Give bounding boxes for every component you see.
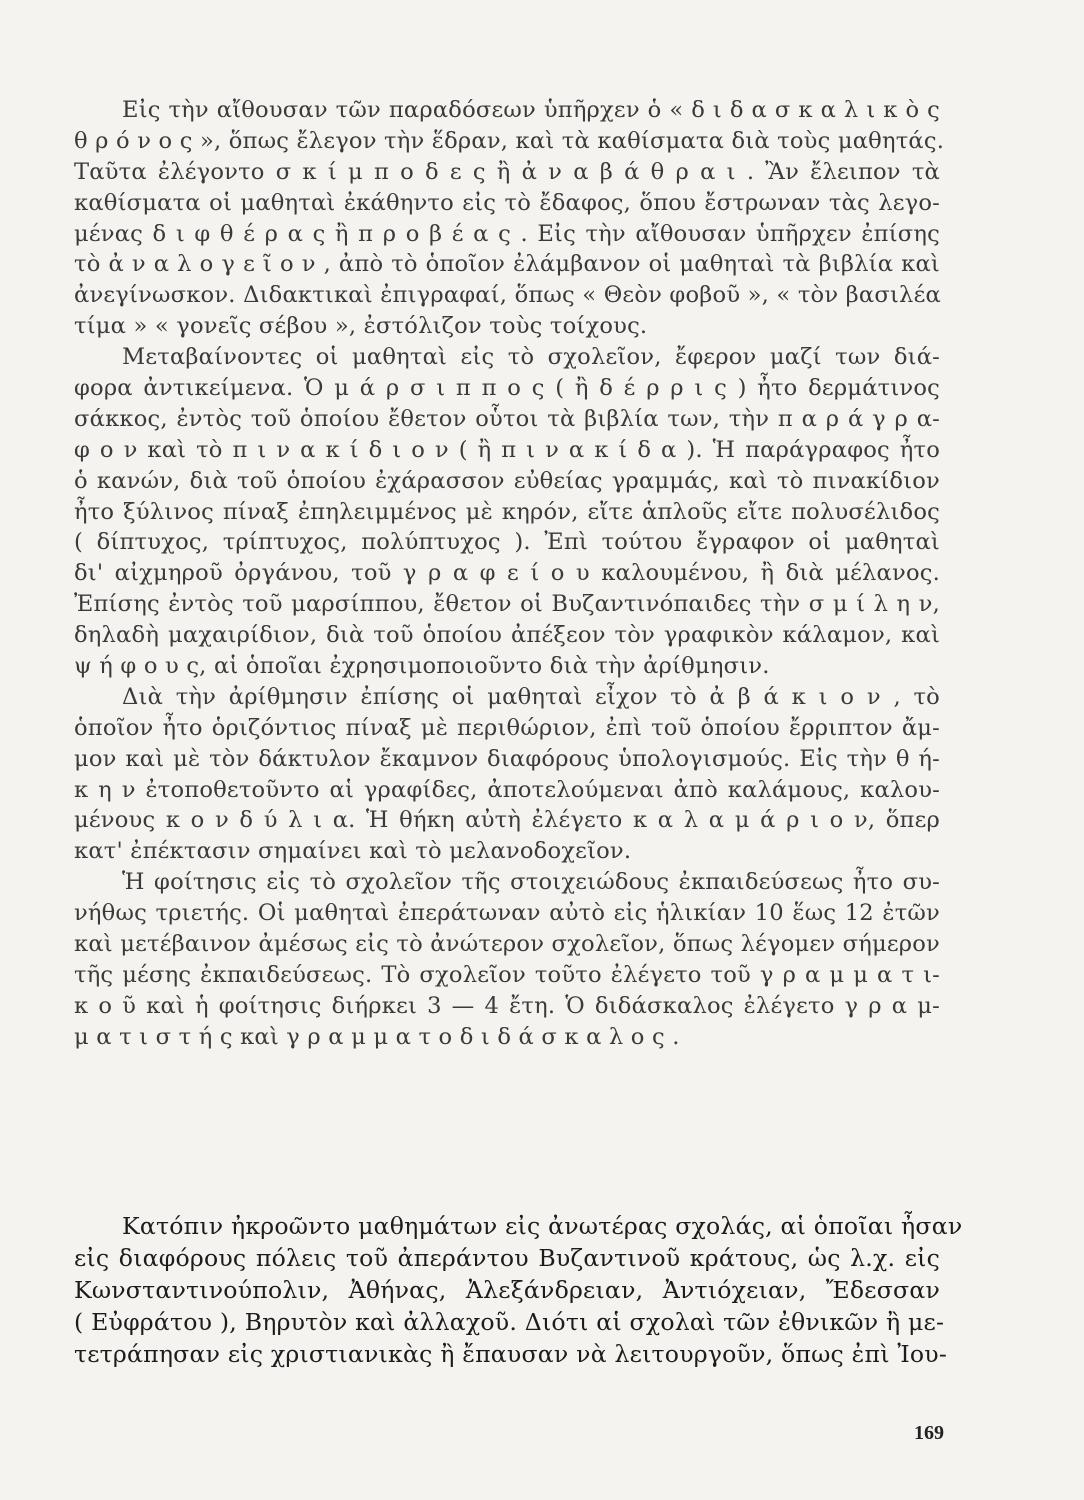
text-line: Ἐπίσης ἐντὸς τοῦ μαρσίππου, ἔθετον οἱ Βυζαντινόπαιδες τὴν σ μ ί λ η ν, xyxy=(74,591,940,618)
text-line: μ α τ ι σ τ ή ς καὶ γ ρ α μ μ α τ ο δ ι δ ά σ κ α λ ο ς . xyxy=(74,1023,680,1050)
text-line: φορα ἀντικείμενα. Ὁ μ ά ρ σ ι π π ο ς ( ἢ δ έ ρ ρ ι ς ) ἦτο δερμάτινος xyxy=(74,375,940,402)
text-line: καθίσματα οἱ μαθηταὶ ἐκάθηντο εἰς τὸ ἔδαφος, ὅπου ἔστρωναν τὰς λεγο- xyxy=(74,189,940,216)
text-line: θ ρ ό ν ο ς », ὅπως ἔλεγον τὴν ἕδραν, καὶ τὰ καθίσματα διὰ τοὺς μαθητάς. xyxy=(74,127,945,154)
text-line: Κωνσταντινούπολιν, Ἀθήνας, Ἀλεξάνδρειαν, Ἀντιόχειαν, Ἔδεσσαν xyxy=(74,1276,940,1304)
text-line: τίμα » « γονεῖς σέβου », ἐστόλιζον τοὺς τοίχους. xyxy=(74,313,648,340)
text-line: τῆς μέσης ἐκπαιδεύσεως. Τὸ σχολεῖον τοῦτο ἐλέγετο τοῦ γ ρ α μ μ α τ ι- xyxy=(74,961,940,988)
text-line: νήθως τριετής. Οἱ μαθηταὶ ἐπεράτωναν αὐτὸ εἰς ἡλικίαν 10 ἕως 12 ἐτῶν xyxy=(74,900,940,927)
text-line: ( δίπτυχος, τρίπτυχος, πολύπτυχος ). Ἐπὶ τούτου ἔγραφον οἱ μαθηταὶ xyxy=(74,529,940,556)
text-line: καὶ μετέβαινον ἀμέσως εἰς τὸ ἀνώτερον σχολεῖον, ὅπως λέγομεν σήμερον xyxy=(74,931,940,958)
text-line: κ ο ῦ καὶ ἡ φοίτησις διήρκει 3 — 4 ἔτη. Ὁ διδάσκαλος ἐλέγετο γ ρ α μ- xyxy=(74,992,940,1019)
text-line: ὁποῖον ἦτο ὁριζόντιος πίναξ μὲ περιθώριον, ἐπὶ τοῦ ὁποίου ἔρριπτον ἄμ- xyxy=(74,714,940,741)
text-line: Ἡ φοίτησις εἰς τὸ σχολεῖον τῆς στοιχειώδους ἐκπαιδεύσεως ἦτο συ- xyxy=(122,869,940,896)
text-line: δηλαδὴ μαχαιρίδιον, διὰ τοῦ ὁποίου ἀπέξεον τὸν γραφικὸν κάλαμον, καὶ xyxy=(74,622,940,649)
text-line: σάκκος, ἐντὸς τοῦ ὁποίου ἔθετον οὗτοι τὰ βιβλία των, τὴν π α ρ ά γ ρ α- xyxy=(74,405,940,432)
text-line: ὁ κανών, διὰ τοῦ ὁποίου ἐχάρασσον εὐθείας γραμμάς, καὶ τὸ πινακίδιον xyxy=(74,467,940,494)
text-line: Ταῦτα ἐλέγοντο σ κ ί μ π ο δ ε ς ἢ ἀ ν α β ά θ ρ α ι . Ἂν ἔλειπον τὰ xyxy=(74,158,940,185)
upper-text-block xyxy=(74,95,945,1053)
text-line: τὸ ἀ ν α λ ο γ ε ῖ ο ν , ἀπὸ τὸ ὁποῖον ἐλάμβανον οἱ μαθηταὶ τὰ βιβλία καὶ xyxy=(74,251,940,278)
text-line: κατ' ἐπέκτασιν σημαίνει καὶ τὸ μελανοδοχεῖον. xyxy=(74,838,632,865)
text-line: ψ ή φ ο υ ς, αἱ ὁποῖαι ἐχρησιμοποιοῦντο διὰ τὴν ἀρίθμησιν. xyxy=(74,653,770,680)
text-line: Κατόπιν ἠκροῶντο μαθημάτων εἰς ἀνωτέρας σχολάς, αἱ ὁποῖαι ἦσαν xyxy=(122,1212,963,1240)
text-line: μένους κ ο ν δ ύ λ ι α. Ἡ θήκη αὐτὴ ἐλέγετο κ α λ α μ ά ρ ι ο ν, ὅπερ xyxy=(74,807,940,834)
lower-text-block xyxy=(74,1210,963,1370)
text-line: τετράπησαν εἰς χριστιανικὰς ἢ ἔπαυσαν νὰ λειτουργοῦν, ὅπως ἐπὶ Ἰου- xyxy=(74,1340,948,1368)
text-line: εἰς διαφόρους πόλεις τοῦ ἀπεράντου Βυζαντινοῦ κράτους, ὡς λ.χ. εἰς xyxy=(74,1244,940,1272)
text-line: ( Εὐφράτου ), Βηρυτὸν καὶ ἀλλαχοῦ. Διότι αἱ σχολαὶ τῶν ἐθνικῶν ἢ με- xyxy=(74,1308,945,1336)
text-line: δι' αἰχμηροῦ ὀργάνου, τοῦ γ ρ α φ ε ί ο υ καλουμένου, ἢ διὰ μέλανος. xyxy=(74,560,940,587)
text-line: φ ο ν καὶ τὸ π ι ν α κ ί δ ι ο ν ( ἢ π ι ν α κ ί δ α ). Ἡ παράγραφος ἦτο xyxy=(74,436,940,463)
text-line: κ η ν ἐτοποθετοῦντο αἱ γραφίδες, ἀποτελούμεναι ἀπὸ καλάμους, καλου- xyxy=(74,776,940,803)
text-line: μένας δ ι φ θ έ ρ α ς ἢ π ρ ο β έ α ς . Εἰς τὴν αἴθουσαν ὑπῆρχεν ἐπίσης xyxy=(74,220,940,247)
text-line: ἦτο ξύλινος πίναξ ἐπηλειμμένος μὲ κηρόν, εἴτε ἁπλοῦς εἴτε πολυσέλιδος xyxy=(74,498,940,525)
page-number: 169 xyxy=(914,1422,944,1444)
text-line: Μεταβαίνοντες οἱ μαθηταὶ εἰς τὸ σχολεῖον, ἔφερον μαζί των διά- xyxy=(122,344,940,371)
text-line: ἀνεγίνωσκον. Διδακτικαὶ ἐπιγραφαί, ὅπως « Θεὸν φοβοῦ », « τὸν βασιλέα xyxy=(74,282,941,309)
text-line: Διὰ τὴν ἀρίθμησιν ἐπίσης οἱ μαθηταὶ εἶχον τὸ ἀ β ά κ ι ο ν , τὸ xyxy=(122,683,940,710)
text-line: Εἰς τὴν αἴθουσαν τῶν παραδόσεων ὑπῆρχεν ὁ « δ ι δ α σ κ α λ ι κ ὸ ς xyxy=(122,97,940,123)
text-line: μον καὶ μὲ τὸν δάκτυλον ἔκαμνον διαφόρους ὑπολογισμούς. Εἰς τὴν θ ή- xyxy=(74,745,940,772)
